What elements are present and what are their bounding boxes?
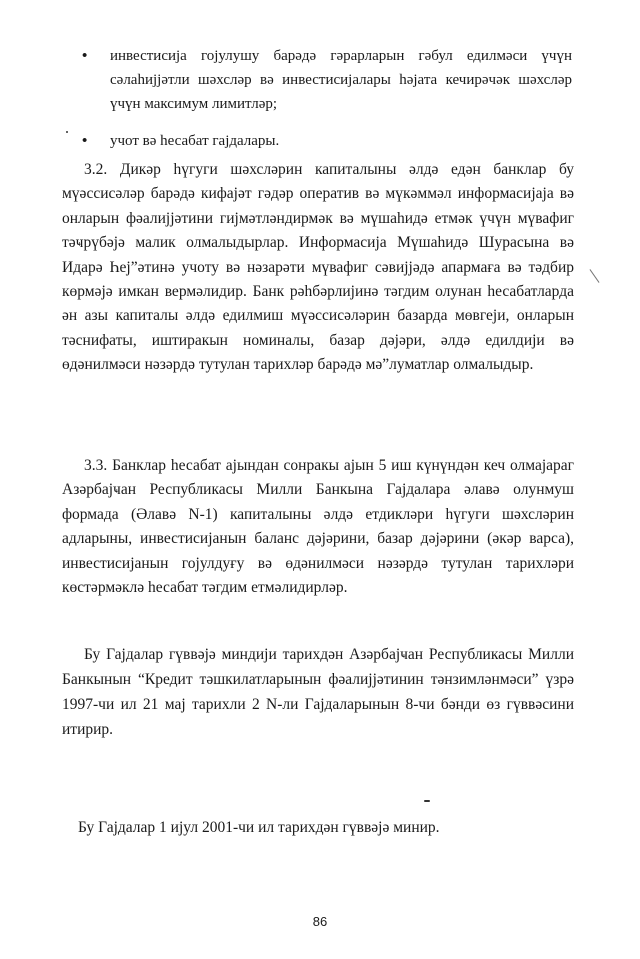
closing-paragraph: Бу Гајдалар гүввәјә миндији тарихдән Азәрбајҹан Республикасы Милли Банкынын “Кредит тәшкилатларынын фәалијјәтинин тәнзимләнмәси” үзрә 1997-чи ил 21 мај тарихли 2 N-ли Гајдаларынын 8-чи бәнди өз гүввәсини итирир. [62,646,574,738]
bullet-icon: • [82,48,88,64]
scan-speck [424,800,430,802]
bullet-text: учот вә һесабат гајдалары. [110,133,280,149]
bullet-item-accounting-rules [82,129,572,153]
paragraph-3-2: 3.2. Дикәр һүгуги шәхсләрин капиталыны әлдә едән банклар бу мүәссисәләр барәдә кифајәт гәдәр оператив вә мүкәммәл информасијаја вә онларын фәалијјәтини гијмәтләндирмәк вә мүшаһидә етмәк үчүн мүвафиг тәҹрүбәјә малик олмалыдырлар. Информасија Мүшаһидә Шурасына вә Идарә Һеј”әтинә учоту вә нәзарәти мүвафиг сәвијјәдә апармаға вә тәдбир көрмәјә имкан вермәлидир. Банк рәһбәрлијинә тәгдим олунан һесабатларда ән азы капиталы әлдә едилмиш мүәссисәләрин базарда мөвгеји, онларын тәснифаты, иштиракын номиналы, базар дәјәри, әлдә едилдији вә өдәнилмәси нәзәрдә тутулан тарихләр барәдә мә”луматлар олмалыдыр. [62,161,574,374]
page-number: 86 [312,914,328,929]
effective-date-line: Бу Гајдалар 1 ијул 2001-чи ил тарихдән гүввәјә минир. [78,819,440,836]
bullet-item-investment-limits [82,44,572,120]
scan-mark [590,269,600,283]
bullet-text: инвестисија гојулушу барәдә гәрарларын гәбул едилмәси үчүн сәлаһијјәтли шәхсләр вә инвестисијалары һәјата кечирәчәк шәхсләр үчүн максимум лимитләр; [110,48,572,112]
paragraph-3-3: 3.3. Банклар һесабат ајындан сонракы ајын 5 иш күнүндән кеч олмајараг Азәрбајҹан Республикасы Милли Банкына Гајдалара әлавә олунмуш формада (Әлавә N-1) капиталыны әлдә етдикләри һүгуги шәхсләрин адларыны, инвестисијанын баланс дәјәрини, базар дәјәрини (әкәр варса), инвестисијанын гојулдуғу вә өдәнилмәси нәзәрдә тутулан тарихләри көстәрмәклә һесабат тәгдим етмәлидирләр. [62,457,574,597]
scan-speck [66,131,68,133]
bullet-icon: • [82,133,88,149]
